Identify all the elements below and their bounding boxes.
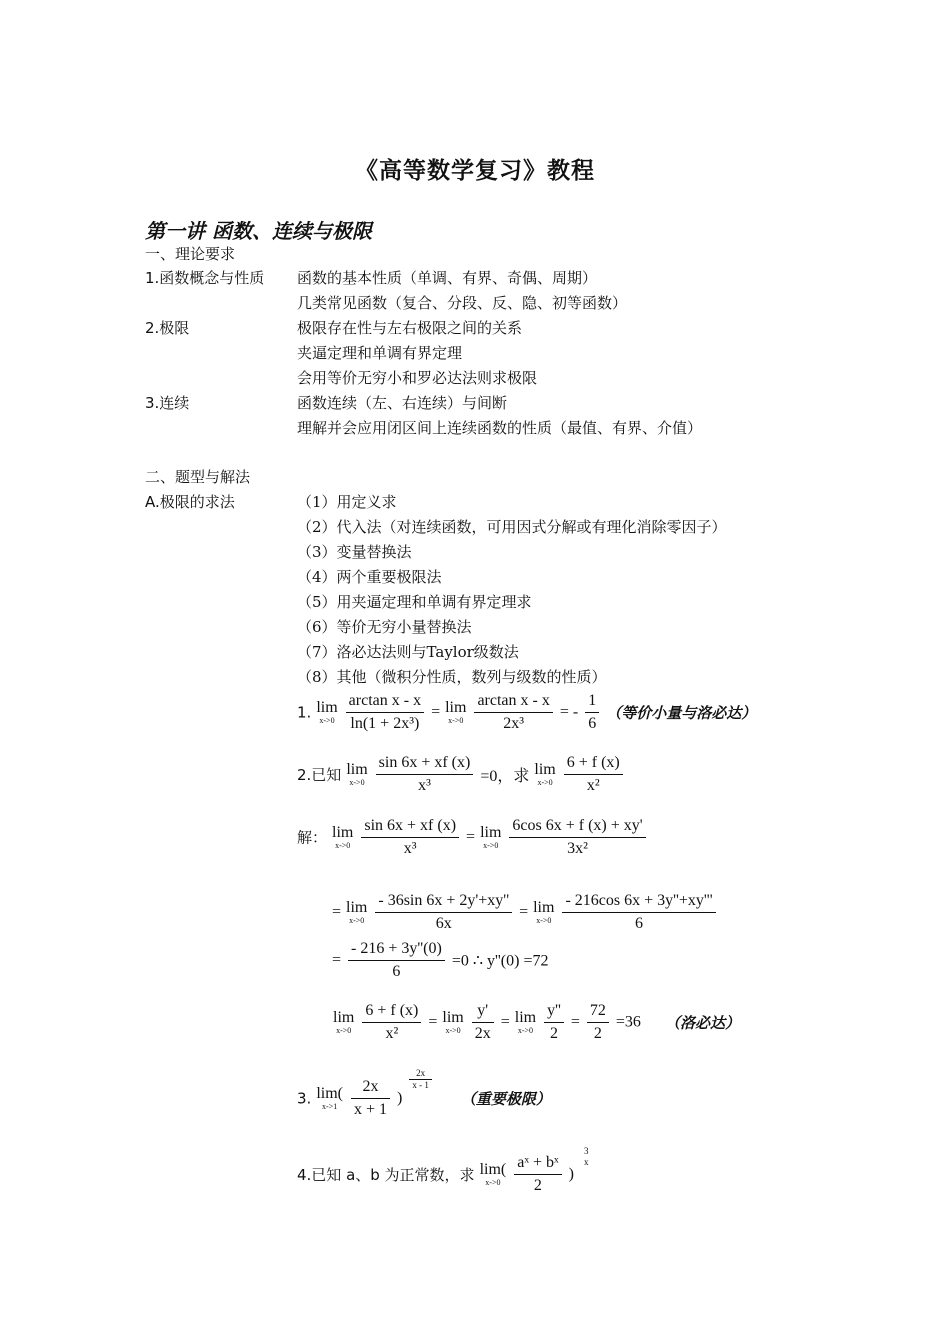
method-item: （3）变量替换法: [297, 543, 412, 561]
item-line: 函数连续（左、右连续）与间断: [297, 394, 508, 412]
example-1: 1. lim x->0 $\frac{\text{arctan x - x}}{\text{ln(1 + 2x³)}}$ = lim x->0 $\frac{\text{arctan x - x}}{\text{2x³}}$ = - $\frac{1}{6}$ （等价小量与洛必达）: [297, 692, 757, 732]
document-title: 《高等数学复习》教程: [355, 158, 595, 184]
annotation: （洛必达）: [664, 1014, 740, 1032]
solution-line-4: lim x->0 $\frac{6 + f (x)}{\text{x²}}$ = lim x->0 $\frac{y'}{2x}$ = lim x->0 $\frac{y''}{2}$ = $\frac{72}{2}$ =36 （洛必达）: [333, 1002, 740, 1042]
annotation: （等价小量与洛必达）: [606, 704, 757, 722]
example-3: 3. lim( x->1 $\frac{2x}{x + 1}$ ) $\frac{2x}{x - 1}$ （重要极限）: [297, 1068, 551, 1118]
example-4: 4.已知 a、b 为正常数，求 lim( x->0 $\frac{\text{aˣ + bˣ}}{2}$ ) 3 x: [297, 1146, 589, 1194]
method-item: （4）两个重要极限法: [297, 568, 442, 586]
annotation: （重要极限）: [460, 1090, 551, 1108]
item-line: 极限存在性与左右极限之间的关系: [297, 319, 523, 337]
item-line: 理解并会应用闭区间上连续函数的性质（最值、有界、介值）: [297, 419, 703, 437]
method-item: （7）洛必达法则与Taylor级数法: [297, 643, 519, 661]
method-item: （2）代入法（对连续函数，可用因式分解或有理化消除零因子）: [297, 518, 727, 536]
item-label: 1.函数概念与性质: [145, 269, 265, 287]
solution-line-3: = $\frac{- 216 + 3y''(0)}{6}$ =0 ∴ y''(0) =72: [332, 940, 549, 980]
method-item: （6）等价无穷小量替换法: [297, 618, 472, 636]
item-line: 函数的基本性质（单调、有界、奇偶、周期）: [297, 269, 598, 287]
example-2: 2.已知 lim x->0 $\frac{\sin 6x + xf (x)}{\text{x³}}$ =0，求 lim x->0 $\frac{6 + f (x)}{\text{x²}}$: [297, 752, 626, 797]
method-item: （5）用夹逼定理和单调有界定理求: [297, 593, 532, 611]
method-item: （8）其他（微积分性质，数列与级数的性质）: [297, 668, 607, 686]
item-line: 几类常见函数（复合、分段、反、隐、初等函数）: [297, 294, 628, 312]
solution-line-1: 解： lim x->0 $\frac{\sin 6x + xf (x)}{\text{x³}}$ = lim x->0 $\frac{6\cos 6x + f (x) + xy'}{\text{3x²}}$: [297, 815, 649, 860]
lecture-heading: 第一讲 函数、连续与极限: [145, 219, 372, 243]
item-line: 会用等价无穷小和罗必达法则求极限: [297, 369, 538, 387]
item-line: 夹逼定理和单调有界定理: [297, 344, 463, 362]
item-label: 3.连续: [145, 394, 190, 412]
method-item: （1）用定义求: [297, 493, 397, 511]
section-heading-theory: 一、理论要求: [145, 245, 236, 263]
solution-line-2: = lim x->0 $\frac{- 36\sin 6x + 2y'+xy''}{6x}$ = lim x->0 $\frac{- 216\cos 6x + 3y''+xy'''}{6}$: [332, 890, 719, 935]
item-label: 2.极限: [145, 319, 190, 337]
section-heading-methods: 二、题型与解法: [145, 468, 251, 486]
method-group-label: A.极限的求法: [145, 493, 235, 511]
